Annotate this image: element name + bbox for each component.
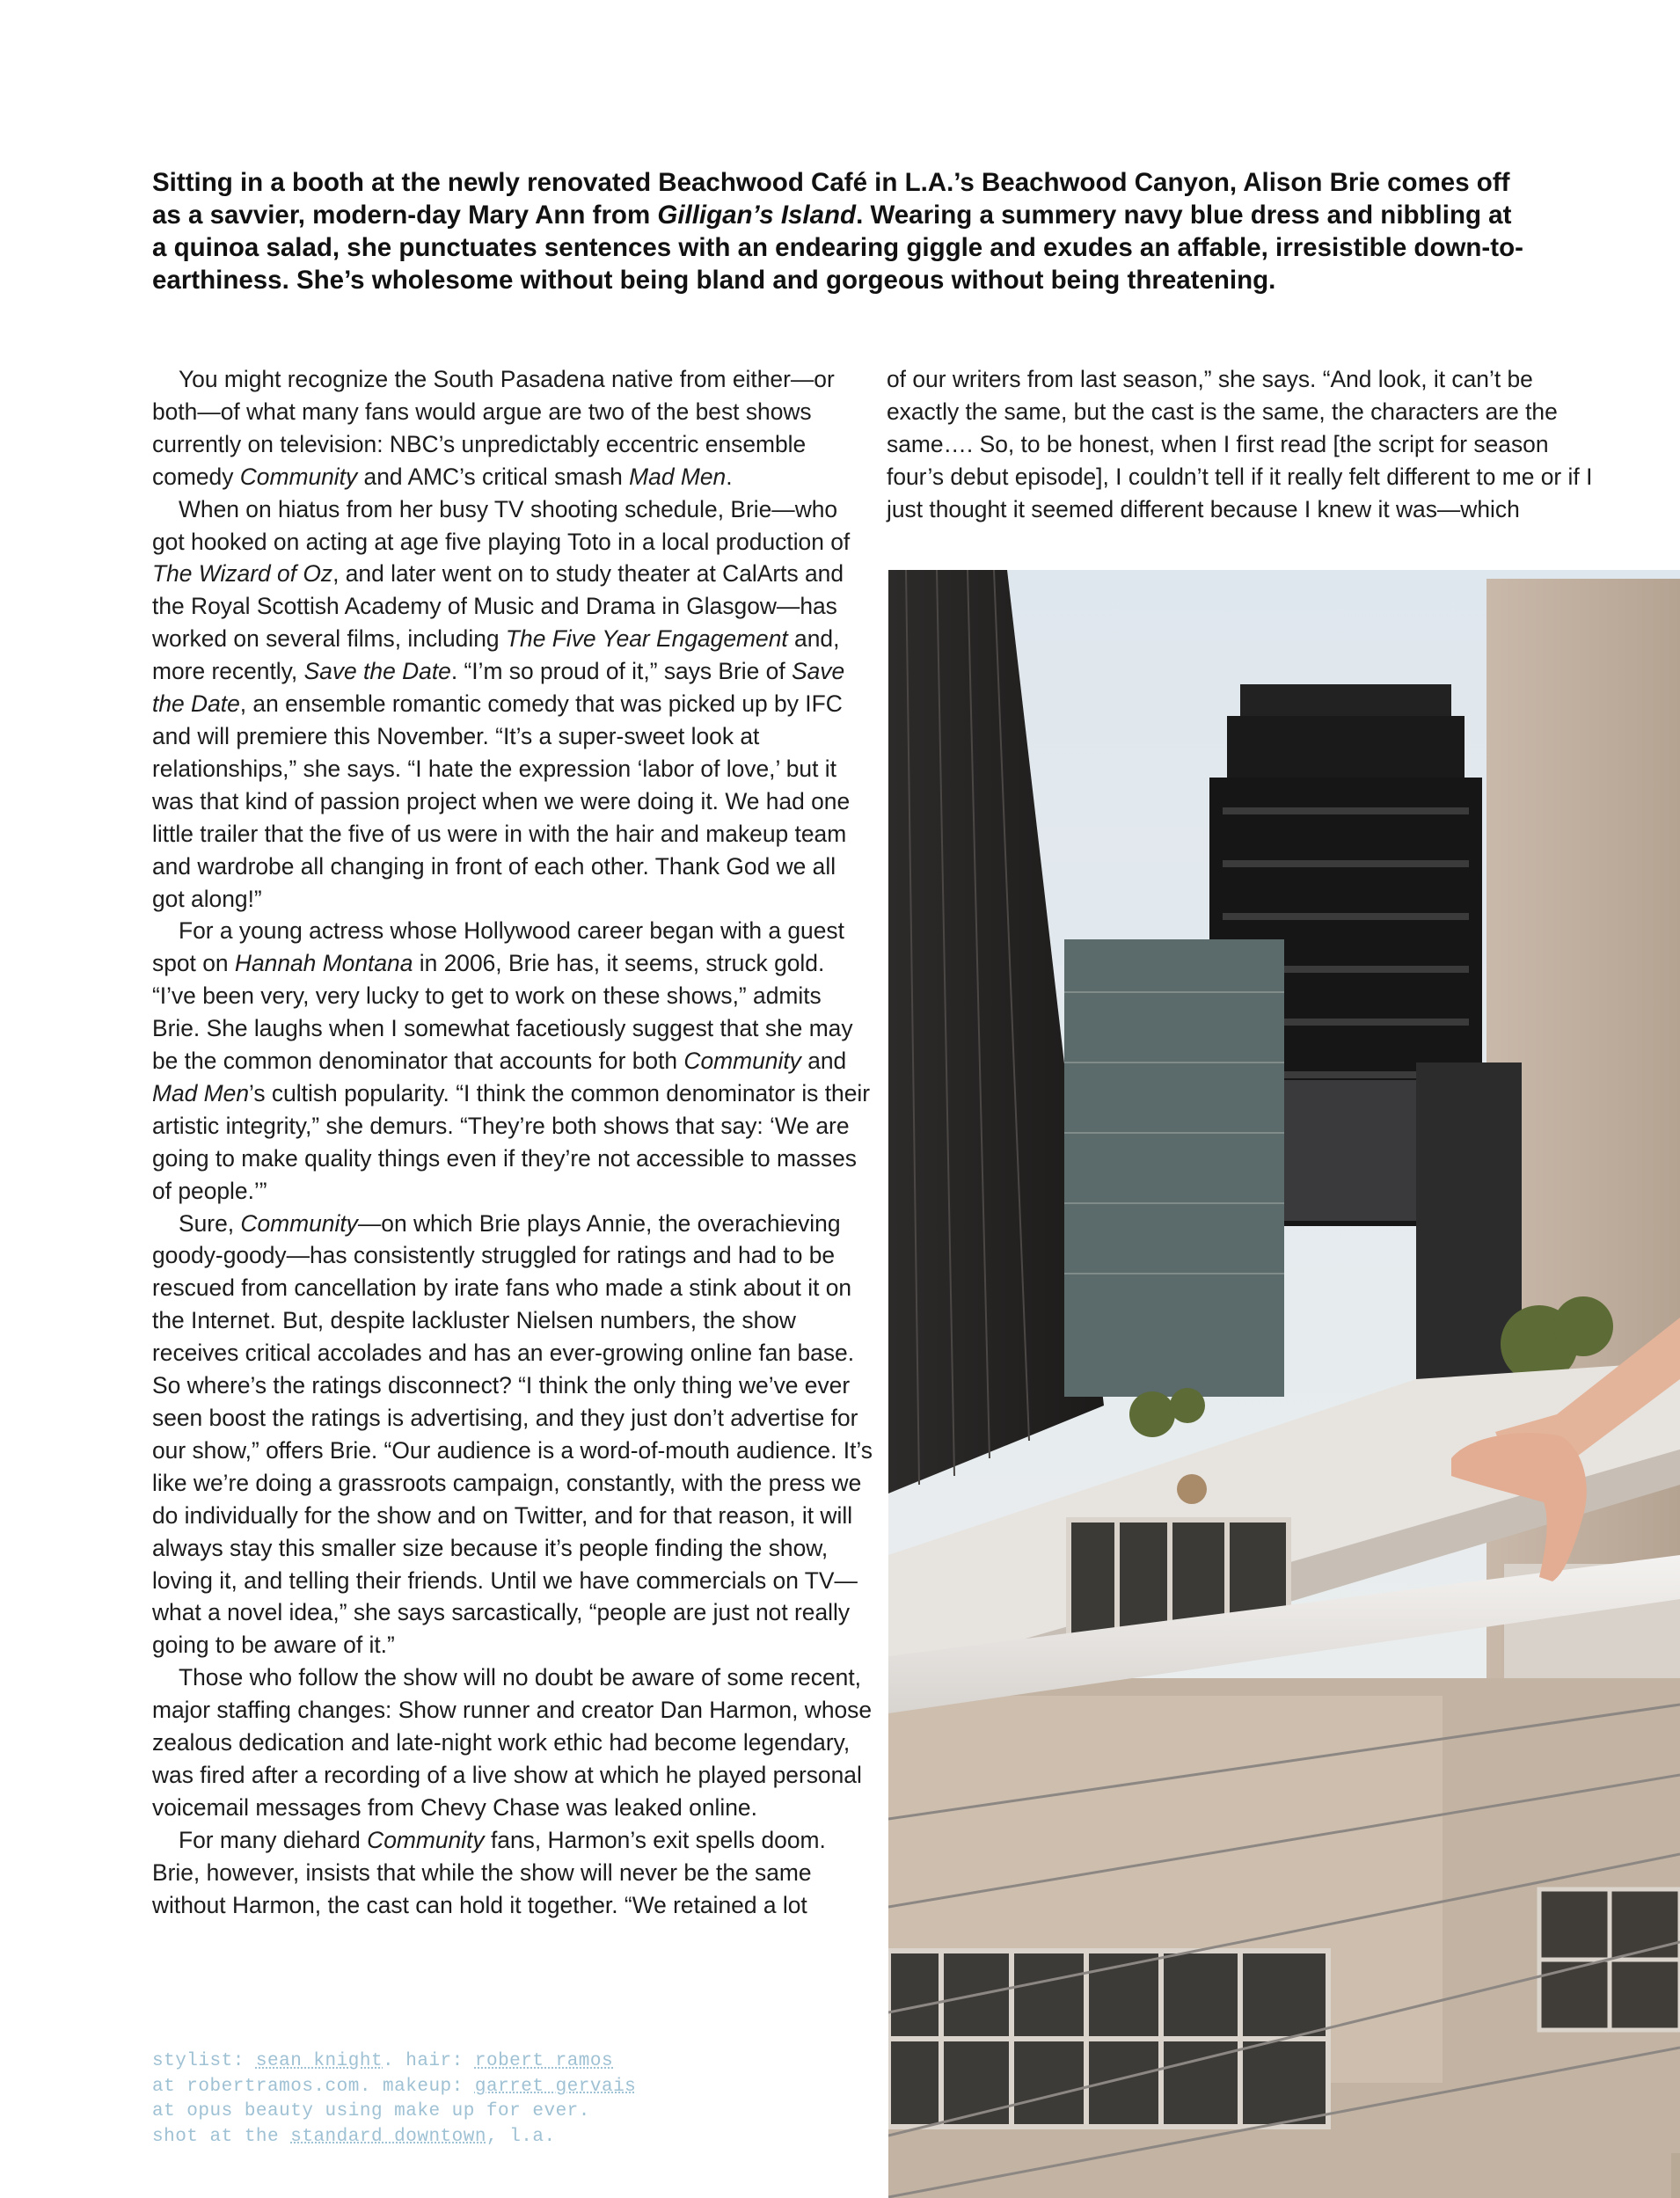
body-paragraph: You might recognize the South Pasadena native from either—or both—of what many fans would argue are two of the best shows currently on television: NBC’s unpredictably eccentric ensemble comedy Community and AMC’s critical smash Mad Men. — [152, 366, 835, 490]
lede-italic: Gilligan’s Island — [657, 201, 857, 230]
body-column-left — [152, 363, 873, 1922]
body-paragraph: For a young actress whose Hollywood career began with a guest spot on Hannah Montana in 2006, Brie has, it seems, struck gold. “I’ve been very, very lucky to get to work on these shows,” admits Brie. She laughs when I somewhat facetiously suggest that she may be the common denominator that accounts for both Community and Mad Men’s cultish popularity. “I think the common denominator is their artistic integrity,” she demurs. “They’re both shows that say: ‘We are going to make quality things even if they’re not accessible to masses of people.’” — [152, 917, 871, 1204]
body-column-right — [887, 363, 1603, 526]
city-rooftop-photo — [888, 570, 1680, 2198]
lede-text: Sitting in a booth at the newly renovated Beachwood Café in L.A.’s Beachwood Canyon, Alison Brie comes off as a savvier, modern-day Mary Ann from — [152, 168, 1510, 230]
body-paragraph: When on hiatus from her busy TV shooting schedule, Brie—who got hooked on acting at age five playing Toto in a local production of The Wizard of Oz, and later went on to study theater at CalArts and the Royal Scottish Academy of Music and Drama in Glasgow—has worked on several films, including The Five Year Engagement and, more recently, Save the Date. “I’m so proud of it,” says Brie of Save the Date, an ensemble romantic comedy that was picked up by IFC and will premiere this November. “It’s a super-sweet look at relationships,” she says. “I hate the expression ‘labor of love,’ but it was that kind of passion project when we were doing it. We had one little trailer that the five of us were in with the hair and makeup team and wardrobe all changing in front of each other. Thank God we all got along!” — [152, 495, 851, 912]
credit-link[interactable]: robert ramos — [474, 2051, 614, 2071]
body-paragraph: of our writers from last season,” she says. “And look, it can’t be exactly the same, but the cast is the same, the characters are the same…. So, to be honest, when I first read [the script for season four’s debut episode], I couldn’t tell if it really felt different to me or if I just thought it seemed different because I knew it was—which — [887, 366, 1593, 522]
body-paragraph: For many diehard Community fans, Harmon’s exit spells doom. Brie, however, insists that while the show will never be the same without Harmon, the cast can hold it together. “We retained a lot — [152, 1826, 826, 1918]
photo-credits: stylist: sean knight. hair: robert ramos at robertramos.com. makeup: garret gervais at opus beauty using make up for ever. shot at the standard downtown, l.a. — [152, 2051, 637, 2147]
body-paragraph: Sure, Community—on which Brie plays Annie, the overachieving goody-goody—has consistently struggled for ratings and had to be rescued from cancellation by irate fans who made a stink about it on the Internet. But, despite lackluster Nielsen numbers, the show receives critical accolades and has an ever-growing online fan base. So where’s the ratings disconnect? “I think the only thing we’ve ever seen boost the ratings is advertising, and they just don’t advertise for our show,” offers Brie. “Our audience is a word-of-mouth audience. It’s like we’re doing a grassroots campaign, constantly, with the press we do individually for the show and on Twitter, and for that reason, it will always stay this smaller size because it’s people finding the show, loving it, and telling their friends. Until we have commercials on TV—what a novel idea,” she says sarcastically, “people are just not really going to be aware of it.” — [152, 1209, 873, 1659]
credit-link[interactable]: sean knight — [255, 2051, 383, 2071]
body-paragraph: Those who follow the show will no doubt be aware of some recent, major staffing changes: Show runner and creator Dan Harmon, whose zealous dedication and late-night work ethic had become legendary, was fired after a recording of a live show at which he played personal voicemail messages from Chevy Chase was leaked online. — [152, 1664, 873, 1821]
lede-text: . Wearing a summery navy blue dress and nibbling at a quinoa salad, she punctuates sentences with an endearing giggle and exudes an affable, irresistible down-to-earthiness. She’s wholesome without being bland and gorgeous without being threatening. — [152, 201, 1523, 295]
credit-link[interactable]: standard downtown — [290, 2126, 486, 2147]
article-lede — [152, 166, 1524, 296]
credit-link[interactable]: garret gervais — [474, 2076, 637, 2097]
